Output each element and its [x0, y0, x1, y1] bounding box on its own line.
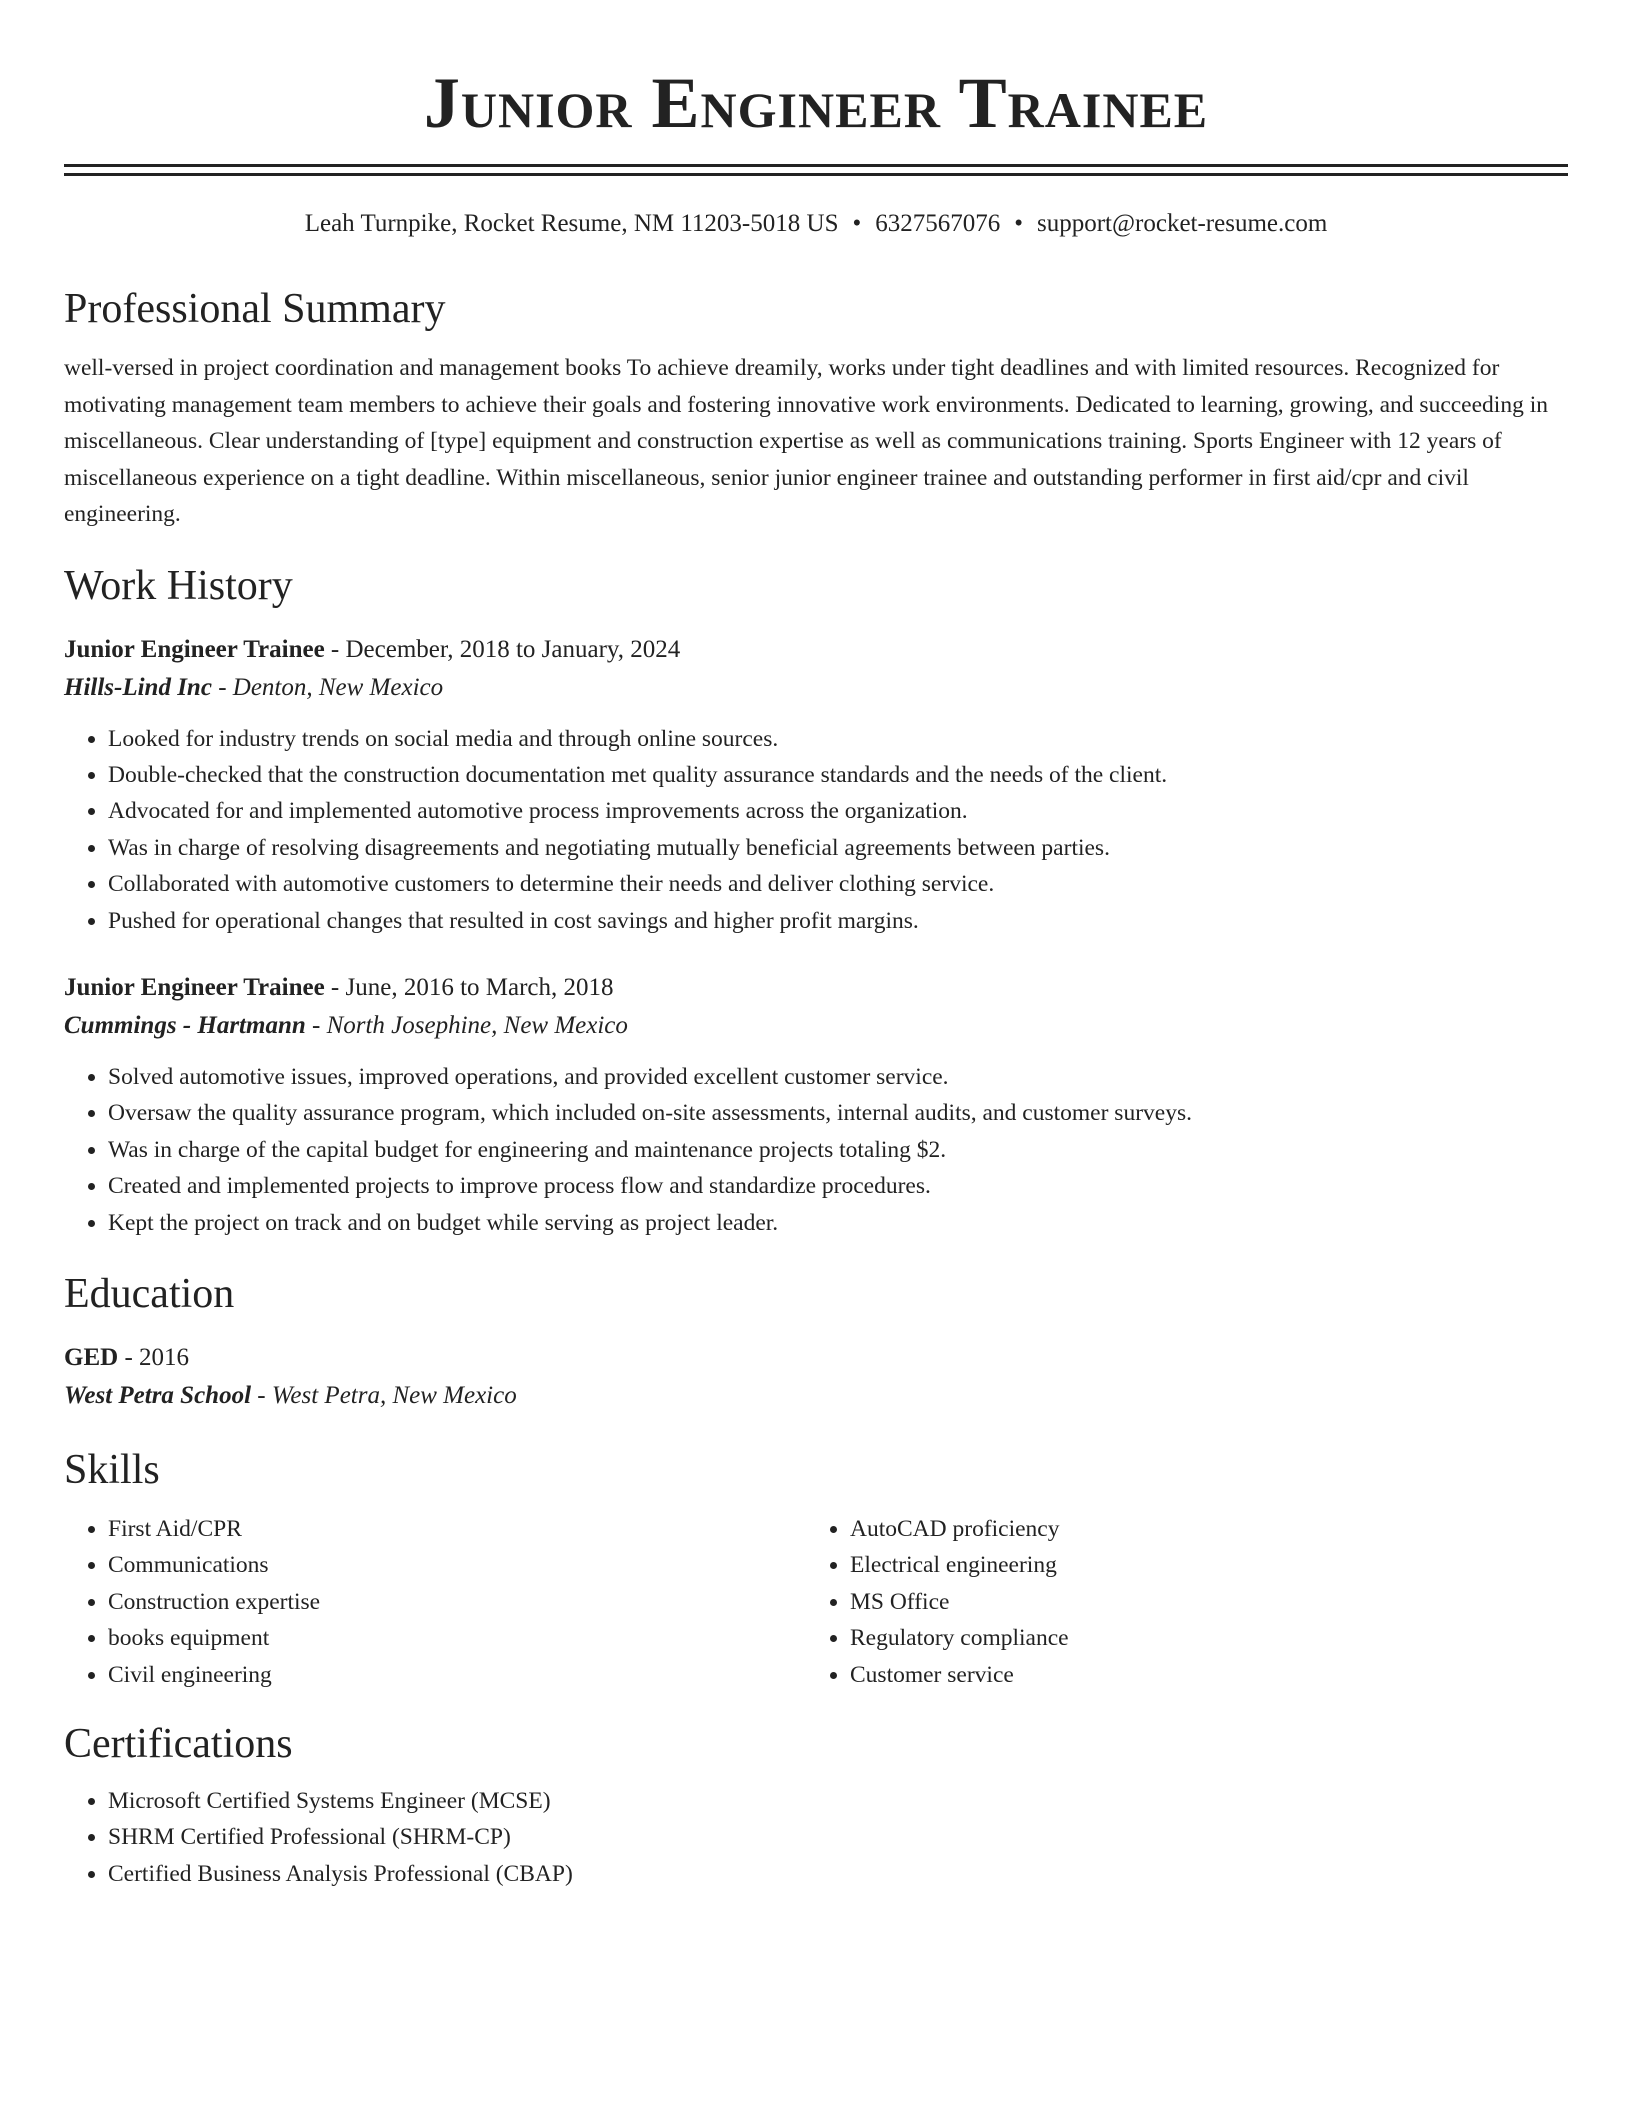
employer-line: [64, 669, 1568, 707]
contact-separator: •: [1014, 210, 1023, 237]
contact-address: Leah Turnpike, Rocket Resume, NM 11203-5018 US: [304, 210, 839, 237]
work-history-heading: Work History: [64, 562, 293, 609]
degree: GED: [64, 1343, 119, 1371]
skill-item: • MS Office: [850, 1584, 1548, 1620]
skills-list: [64, 1511, 806, 1693]
job-duty: • Was in charge of resolving disagreements and negotiating mutually beneficial agreements between parties.: [108, 830, 1568, 866]
certification-item: • Certified Business Analysis Professional (CBAP): [108, 1856, 1568, 1892]
job-dates: - December, 2018 to January, 2024: [324, 635, 681, 663]
employer-name: Hills-Lind Inc: [64, 673, 212, 701]
job-title-line: [64, 969, 1568, 1007]
certification-item: • Microsoft Certified Systems Engineer (MCSE): [108, 1783, 1568, 1819]
education-entry: [64, 1339, 1568, 1415]
skill-item: • Construction expertise: [108, 1584, 806, 1620]
resume-title: Junior Engineer Trainee: [423, 63, 1209, 143]
job-title: Junior Engineer Trainee: [64, 635, 325, 663]
skill-item: • First Aid/CPR: [108, 1511, 806, 1547]
degree-year: - 2016: [118, 1343, 190, 1371]
contact-line: [64, 208, 1568, 240]
skills-column-left: [64, 1511, 806, 1693]
job-duty: • Looked for industry trends on social media and through online sources.: [108, 721, 1568, 757]
job-title-line: [64, 631, 1568, 669]
skill-item: • Regulatory compliance: [850, 1620, 1548, 1656]
job-duties: [64, 1059, 1568, 1241]
skills-heading: Skills: [64, 1446, 160, 1493]
title-divider-bottom: [64, 173, 1568, 176]
skill-item: • books equipment: [108, 1620, 806, 1656]
employer-name: Cummings - Hartmann: [64, 1011, 306, 1039]
job-duty: • Was in charge of the capital budget for engineering and maintenance projects totaling $2.: [108, 1132, 1568, 1168]
education-heading: Education: [64, 1270, 235, 1317]
contact-email: support@rocket-resume.com: [1037, 210, 1328, 237]
job-duty: • Pushed for operational changes that resulted in cost savings and higher profit margins.: [108, 903, 1568, 939]
school-location: - West Petra, New Mexico: [251, 1381, 517, 1409]
certification-item: • SHRM Certified Professional (SHRM-CP): [108, 1819, 1568, 1855]
skills-list: [806, 1511, 1548, 1693]
contact-separator: •: [852, 210, 862, 237]
job-title: Junior Engineer Trainee: [64, 973, 325, 1001]
school-name: West Petra School: [64, 1381, 252, 1409]
contact-phone: 6327567076: [875, 210, 1001, 237]
skill-item: • Customer service: [850, 1657, 1548, 1693]
degree-line: [64, 1339, 1568, 1377]
job-duties: [64, 721, 1568, 939]
job-duty: • Solved automotive issues, improved operations, and provided excellent customer service.: [108, 1059, 1568, 1095]
school-line: [64, 1377, 1568, 1415]
employer-location: - North Josephine, New Mexico: [305, 1011, 628, 1039]
skills-column-right: [806, 1511, 1548, 1693]
certifications-list: [64, 1783, 1568, 1892]
employer-line: [64, 1007, 1568, 1045]
job-duty: • Collaborated with automotive customers to determine their needs and deliver clothing service.: [108, 866, 1568, 902]
job-duty: • Double-checked that the construction documentation met quality assurance standards and the needs of the client.: [108, 757, 1568, 793]
skill-item: • Communications: [108, 1547, 806, 1583]
certifications-heading: Certifications: [64, 1721, 293, 1767]
job-entry: [64, 631, 1568, 939]
job-duty: • Oversaw the quality assurance program, which included on-site assessments, internal audits, and customer surveys.: [108, 1095, 1568, 1131]
summary-heading: Professional Summary: [64, 286, 446, 332]
job-duty: • Created and implemented projects to improve process flow and standardize procedures.: [108, 1168, 1568, 1204]
skill-item: • Civil engineering: [108, 1657, 806, 1693]
summary-text: well-versed in project coordination and management books To achieve dreamily, works under tight deadlines and with limited resources. Recognized for motivating management team members to achieve their goals and fostering innovative work environments. Dedicated to learning, growing, and succeeding in miscellaneous. Clear understanding of [type] equipment and construction expertise as well as communications training. Sports Engineer with 12 years of miscellaneous experience on a tight deadline. Within miscellaneous, senior junior engineer trainee and outstanding performer in first aid/cpr and civil engineering.: [64, 355, 1548, 527]
job-entry: [64, 969, 1568, 1241]
job-duty: • Advocated for and implemented automotive process improvements across the organization.: [108, 793, 1568, 829]
employer-location: - Denton, New Mexico: [211, 673, 444, 701]
job-dates: - June, 2016 to March, 2018: [324, 973, 614, 1001]
title-divider-top: [64, 164, 1568, 167]
skills-columns: [64, 1511, 1568, 1693]
job-duty: • Kept the project on track and on budget while serving as project leader.: [108, 1205, 1568, 1241]
skill-item: • AutoCAD proficiency: [850, 1511, 1548, 1547]
skill-item: • Electrical engineering: [850, 1547, 1548, 1583]
